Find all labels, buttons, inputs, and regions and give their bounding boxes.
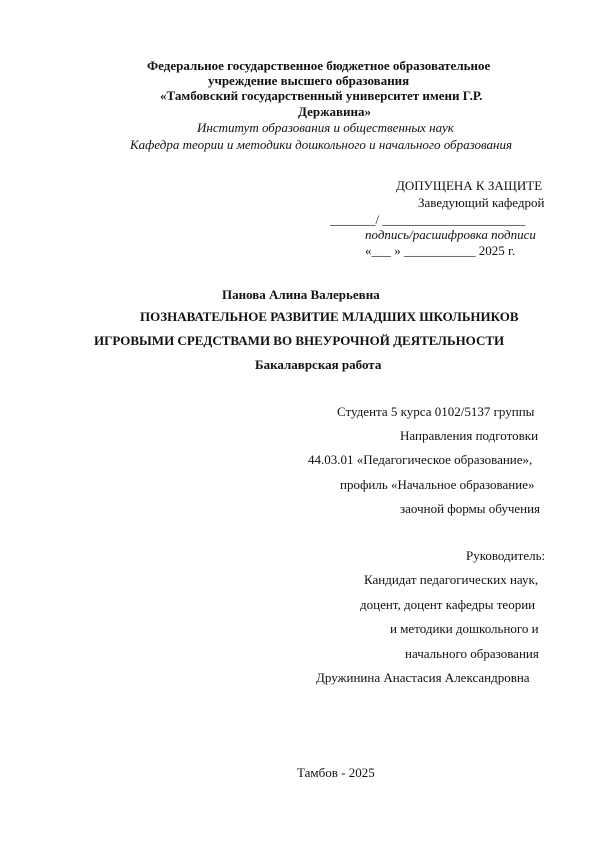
city-year: Тамбов - 2025 (297, 765, 375, 780)
header-line-4: Державина» (298, 104, 372, 119)
student-course-group: Студента 5 курса 0102/5137 группы (337, 404, 535, 419)
study-profile: профиль «Начальное образование» (340, 477, 535, 492)
department-name: Кафедра теории и методики дошкольного и начального образования (130, 137, 513, 152)
work-title-line-1: ПОЗНАВАТЕЛЬНОЕ РАЗВИТИЕ МЛАДШИХ ШКОЛЬНИКОВ (140, 309, 519, 324)
approval-date-line: «___ » ___________ 2025 г. (365, 243, 516, 258)
study-direction-label: Направления подготовки (400, 428, 539, 443)
signature-line: _______/ ______________________ (330, 212, 526, 227)
header-line-2: учреждение высшего образования (208, 73, 410, 88)
approval-title: ДОПУЩЕНА К ЗАЩИТЕ (396, 178, 543, 193)
header-line-3: «Тамбовский государственный университет имени Г.Р. (160, 88, 483, 103)
supervisor-position-3: начального образования (405, 646, 539, 661)
work-title-line-2: ИГРОВЫМИ СРЕДСТВАМИ ВО ВНЕУРОЧНОЙ ДЕЯТЕЛЬНОСТИ (94, 333, 505, 348)
supervisor-label: Руководитель: (466, 548, 546, 563)
study-form: заочной формы обучения (400, 501, 541, 516)
signature-caption: подпись/расшифровка подписи (365, 227, 536, 242)
approval-position: Заведующий кафедрой (418, 195, 545, 210)
header-line-1: Федеральное государственное бюджетное образовательное (147, 58, 491, 73)
work-type: Бакалаврская работа (255, 357, 382, 372)
institute-name: Институт образования и общественных наук (197, 120, 454, 135)
author-name: Панова Алина Валерьевна (222, 287, 380, 302)
study-direction-code: 44.03.01 «Педагогическое образование», (308, 452, 533, 467)
supervisor-position-1: доцент, доцент кафедры теории (360, 597, 536, 612)
supervisor-degree: Кандидат педагогических наук, (364, 572, 539, 587)
supervisor-name: Дружинина Анастасия Александровна (316, 670, 530, 685)
supervisor-position-2: и методики дошкольного и (390, 621, 539, 636)
